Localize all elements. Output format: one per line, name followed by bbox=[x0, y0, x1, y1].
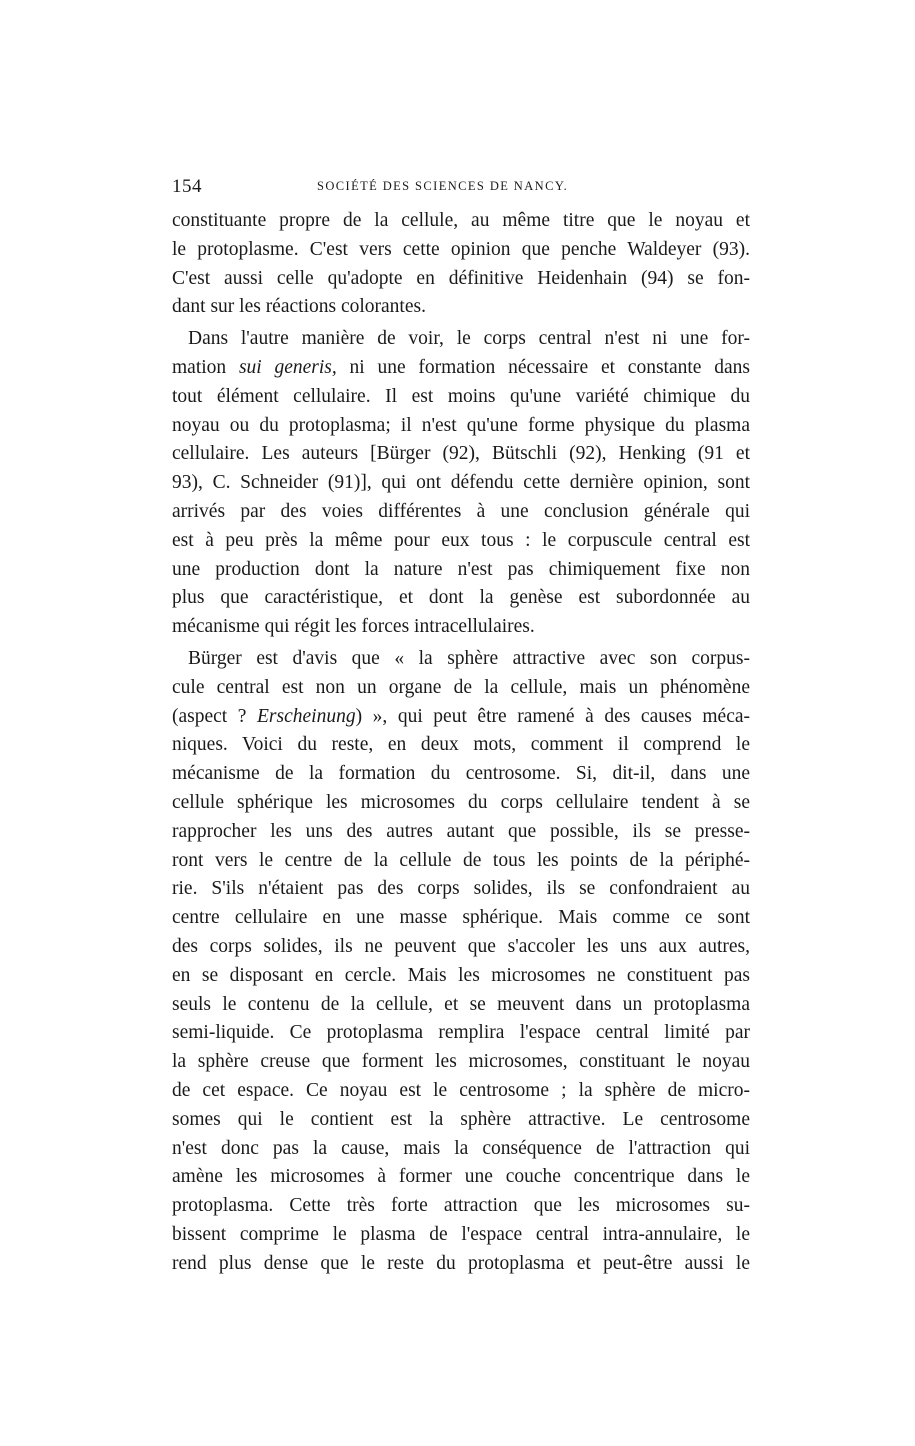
running-head bbox=[172, 176, 752, 200]
text-line: Dans l'autre manière de voir, le corps central n'est ni une for- bbox=[188, 328, 750, 350]
text-line: le protoplasme. C'est vers cette opinion que penche Waldeyer (93). bbox=[172, 238, 750, 260]
text-line: rie. S'ils n'étaient pas des corps solides, ils se confondraient au bbox=[172, 878, 750, 900]
text-line: amène les microsomes à former une couche concentrique dans le bbox=[172, 1166, 750, 1188]
text-line: une production dont la nature n'est pas chimiquement fixe non bbox=[172, 558, 750, 580]
text-line: mécanisme de la formation du centrosome. Si, dit-il, dans une bbox=[172, 763, 750, 785]
text-run: ni une formation nécessaire et constante dans bbox=[336, 356, 750, 378]
text-line: Bürger est d'avis que « la sphère attractive avec son corpus- bbox=[188, 647, 750, 669]
journal-title: SOCIÉTÉ DES SCIENCES DE NANCY. bbox=[317, 179, 569, 193]
text-run: mation bbox=[172, 356, 239, 378]
body-text bbox=[172, 207, 750, 1278]
italic-term: sui generis, bbox=[238, 356, 337, 378]
text-line: rend plus dense que le reste du protoplasma et peut-être aussi le bbox=[172, 1252, 750, 1274]
text-line: cule central est non un organe de la cellule, mais un phénomène bbox=[172, 676, 750, 698]
text-line: est à peu près la même pour eux tous : le corpuscule central est bbox=[172, 529, 750, 551]
text-line: seuls le contenu de la cellule, et se meuvent dans un protoplasma bbox=[172, 993, 750, 1015]
text-run: (aspect ? bbox=[172, 705, 257, 727]
text-line: dant sur les réactions colorantes. bbox=[172, 296, 426, 318]
text-line: rapprocher les uns des autres autant que possible, ils se presse- bbox=[172, 820, 750, 842]
text-line: arrivés par des voies différentes à une conclusion générale qui bbox=[172, 500, 750, 522]
text-line: en se disposant en cercle. Mais les microsomes ne constituent pas bbox=[172, 964, 750, 986]
text-line: plus que caractéristique, et dont la genèse est subordonnée au bbox=[172, 587, 750, 609]
text-line: des corps solides, ils ne peuvent que s'accoler les uns aux autres, bbox=[172, 935, 750, 957]
text-line: tout élément cellulaire. Il est moins qu'une variété chimique du bbox=[172, 385, 750, 407]
text-line: centre cellulaire en une masse sphérique. Mais comme ce sont bbox=[172, 907, 750, 929]
page-number: 154 bbox=[172, 176, 202, 197]
text-line-mixed bbox=[172, 703, 750, 732]
text-line: mécanisme qui régit les forces intracellulaires. bbox=[172, 616, 535, 638]
text-line: semi-liquide. Ce protoplasma remplira l'espace central limité par bbox=[172, 1022, 750, 1044]
text-line: de cet espace. Ce noyau est le centrosome ; la sphère de micro- bbox=[172, 1079, 750, 1101]
text-line: n'est donc pas la cause, mais la conséquence de l'attraction qui bbox=[172, 1137, 750, 1159]
text-line: cellule sphérique les microsomes du corps cellulaire tendent à se bbox=[172, 791, 750, 813]
text-line: cellulaire. Les auteurs [Bürger (92), Bütschli (92), Henking (91 et bbox=[172, 443, 750, 465]
text-line: niques. Voici du reste, en deux mots, comment il comprend le bbox=[172, 734, 750, 756]
text-line-mixed bbox=[172, 354, 750, 383]
text-line: bissent comprime le plasma de l'espace central intra-annulaire, le bbox=[172, 1223, 750, 1245]
italic-term: Erscheinung bbox=[257, 705, 356, 727]
text-line: la sphère creuse que forment les microsomes, constituant le noyau bbox=[172, 1051, 750, 1073]
text-line: somes qui le contient est la sphère attractive. Le centrosome bbox=[172, 1108, 750, 1130]
text-line: protoplasma. Cette très forte attraction que les microsomes su- bbox=[172, 1195, 750, 1217]
text-run: ) », qui peut être ramené à des causes méca- bbox=[355, 705, 750, 727]
text-line: noyau ou du protoplasma; il n'est qu'une forme physique du plasma bbox=[172, 414, 750, 436]
text-line: 93), C. Schneider (91)], qui ont défendu cette dernière opinion, sont bbox=[172, 472, 750, 494]
text-line: C'est aussi celle qu'adopte en définitive Heidenhain (94) se fon- bbox=[172, 267, 750, 289]
text-line: ront vers le centre de la cellule de tous les points de la périphé- bbox=[172, 849, 750, 871]
text-line: constituante propre de la cellule, au même titre que le noyau et bbox=[172, 210, 750, 231]
